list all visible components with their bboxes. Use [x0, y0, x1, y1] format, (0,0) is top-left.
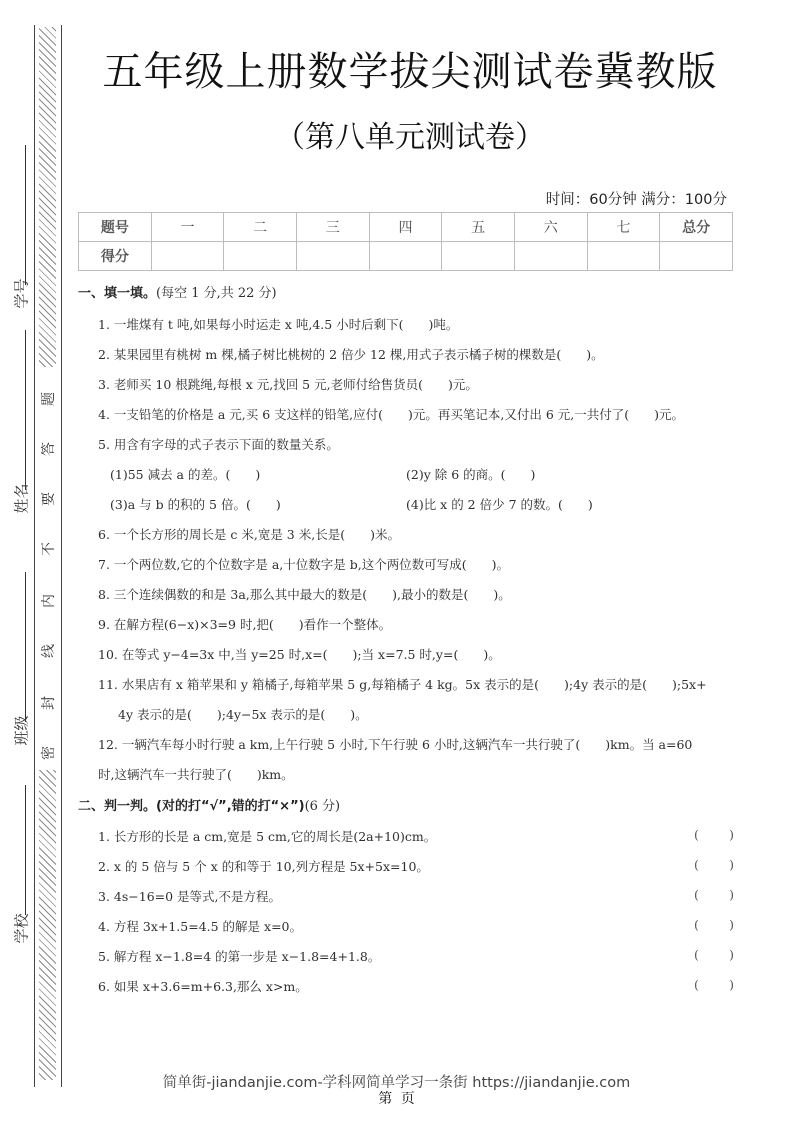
table-header-cell: 七 — [587, 213, 660, 242]
seal-char: 题 — [41, 392, 57, 406]
bracket-close: ) — [729, 827, 734, 842]
hatch-pattern-top — [39, 27, 56, 367]
question-1-7: 7. 一个两位数,它的个位数字是 a,十位数字是 b,这个两位数可写成( )。 — [98, 557, 509, 572]
question-1-2: 2. 某果园里有桃树 m 棵,橘子树比桃树的 2 倍少 12 棵,用式子表示橘子树的棵数是( )。 — [98, 347, 604, 362]
seal-line-text — [35, 365, 60, 765]
hatch-pattern-bottom — [39, 770, 56, 1080]
section-1-heading — [78, 282, 277, 301]
question-1-12-continued: 时,这辆汽车一共行驶了( )km。 — [98, 767, 294, 782]
score-row-label: 得分 — [79, 242, 152, 271]
score-cell[interactable] — [514, 242, 587, 271]
bracket-close: ) — [729, 857, 734, 872]
judge-question-5: 5. 解方程 x−1.8=4 的第一步是 x−1.8=4+1.8。 — [98, 949, 381, 964]
student-id-label: 学号 — [12, 278, 31, 309]
section-1-note: (每空 1 分,共 22 分) — [156, 286, 277, 301]
seal-char: 内 — [41, 594, 57, 608]
judge-question-1: 1. 长方形的长是 a cm,宽是 5 cm,它的周长是(2a+10)cm。 — [98, 829, 437, 844]
seal-char: 封 — [41, 696, 57, 710]
score-table-header-row — [79, 213, 733, 242]
exam-time-and-score: 时间：60分钟 满分：100分 — [545, 192, 727, 208]
question-1-12: 12. 一辆汽车每小时行驶 a km,上午行驶 5 小时,下午行驶 6 小时,这辆汽车一共行驶了( )km。当 a=60 — [98, 737, 693, 752]
question-1-10: 10. 在等式 y−4=3x 中,当 y=25 时,x=( );当 x=7.5 时,y=( )。 — [98, 647, 501, 662]
table-header-cell: 三 — [296, 213, 369, 242]
answer-bracket[interactable] — [694, 947, 734, 962]
score-table — [78, 212, 733, 271]
table-header-cell: 二 — [224, 213, 297, 242]
answer-bracket[interactable] — [694, 887, 734, 902]
sub-question-5-4: (4)比 x 的 2 倍少 7 的数。( ) — [406, 497, 593, 512]
seal-char: 要 — [41, 492, 57, 506]
binding-margin — [34, 25, 62, 1087]
seal-char: 密 — [41, 746, 57, 760]
question-1-5: 5. 用含有字母的式子表示下面的数量关系。 — [98, 437, 339, 452]
score-cell[interactable] — [587, 242, 660, 271]
score-cell[interactable] — [151, 242, 224, 271]
judge-question-4: 4. 方程 3x+1.5=4.5 的解是 x=0。 — [98, 919, 303, 934]
bracket-close: ) — [729, 887, 734, 902]
answer-bracket[interactable] — [694, 857, 734, 872]
sub-question-5-1: (1)55 减去 a 的差。( ) — [110, 467, 261, 482]
bracket-close: ) — [729, 977, 734, 992]
bracket-open: ( — [694, 947, 699, 962]
judge-question-3: 3. 4s−16=0 是等式,不是方程。 — [98, 889, 282, 904]
table-header-cell: 题号 — [79, 213, 152, 242]
bracket-open: ( — [694, 857, 699, 872]
answer-bracket[interactable] — [694, 827, 734, 842]
score-table-score-row — [79, 242, 733, 271]
sub-question-5-3: (3)a 与 b 的积的 5 倍。( ) — [110, 497, 281, 512]
table-header-cell: 一 — [151, 213, 224, 242]
table-header-cell: 五 — [442, 213, 515, 242]
bracket-close: ) — [729, 917, 734, 932]
question-1-6: 6. 一个长方形的周长是 c 米,宽是 3 米,长是( )米。 — [98, 527, 400, 542]
score-cell[interactable] — [296, 242, 369, 271]
page-title: 五年级上册数学拔尖测试卷冀教版 — [102, 49, 718, 95]
footer-watermark: 简单街-jiandanjie.com-学科网简单学习一条街 https://jiandanjie.com — [162, 1075, 631, 1091]
section-1-title: 一、填一填。 — [78, 286, 157, 301]
name-field[interactable] — [25, 330, 26, 490]
score-cell[interactable] — [369, 242, 442, 271]
answer-bracket[interactable] — [694, 977, 734, 992]
page-subtitle: （第八单元测试卷） — [275, 120, 545, 155]
school-field[interactable] — [25, 785, 26, 915]
question-1-11-continued: 4y 表示的是( );4y−5x 表示的是( )。 — [118, 707, 368, 722]
page-number: 第 页 — [378, 1091, 415, 1107]
bracket-open: ( — [694, 827, 699, 842]
class-label: 班级 — [12, 715, 31, 746]
section-2-title: 二、判一判。(对的打“√”,错的打“×”) — [78, 799, 305, 814]
table-header-cell: 六 — [514, 213, 587, 242]
question-1-1: 1. 一堆煤有 t 吨,如果每小时运走 x 吨,4.5 小时后剩下( )吨。 — [98, 317, 459, 332]
score-cell[interactable] — [442, 242, 515, 271]
judge-question-2: 2. x 的 5 倍与 5 个 x 的和等于 10,列方程是 5x+5x=10。 — [98, 859, 429, 874]
question-1-11: 11. 水果店有 x 箱苹果和 y 箱橘子,每箱苹果 5 g,每箱橘子 4 kg。5x 表示的是( );4y 表示的是( );5x+ — [98, 677, 707, 692]
answer-bracket[interactable] — [694, 917, 734, 932]
class-field[interactable] — [25, 572, 26, 722]
bracket-close: ) — [729, 947, 734, 962]
school-label: 学校 — [12, 913, 31, 944]
bracket-open: ( — [694, 977, 699, 992]
question-1-8: 8. 三个连续偶数的和是 3a,那么其中最大的数是( ),最小的数是( )。 — [98, 587, 511, 602]
bracket-open: ( — [694, 917, 699, 932]
question-1-4: 4. 一支铅笔的价格是 a 元,买 6 支这样的铅笔,应付( )元。再买笔记本,又付出 6 元,一共付了( )元。 — [98, 407, 685, 422]
bracket-open: ( — [694, 887, 699, 902]
table-header-cell: 四 — [369, 213, 442, 242]
table-header-cell: 总分 — [660, 213, 733, 242]
student-id-field[interactable] — [25, 145, 26, 285]
sub-question-5-2: (2)y 除 6 的商。( ) — [406, 467, 536, 482]
section-2-heading — [78, 795, 340, 814]
seal-char: 答 — [41, 442, 57, 456]
score-cell[interactable] — [660, 242, 733, 271]
section-2-note: (6 分) — [304, 799, 341, 814]
judge-question-6: 6. 如果 x+3.6=m+6.3,那么 x>m。 — [98, 979, 308, 994]
question-1-9: 9. 在解方程(6−x)×3=9 时,把( )看作一个整体。 — [98, 617, 392, 632]
question-1-3: 3. 老师买 10 根跳绳,每根 x 元,找回 5 元,老师付给售货员( )元。 — [98, 377, 478, 392]
seal-char: 线 — [41, 644, 57, 658]
name-label: 姓名 — [12, 483, 31, 514]
score-cell[interactable] — [224, 242, 297, 271]
seal-char: 不 — [41, 542, 57, 556]
